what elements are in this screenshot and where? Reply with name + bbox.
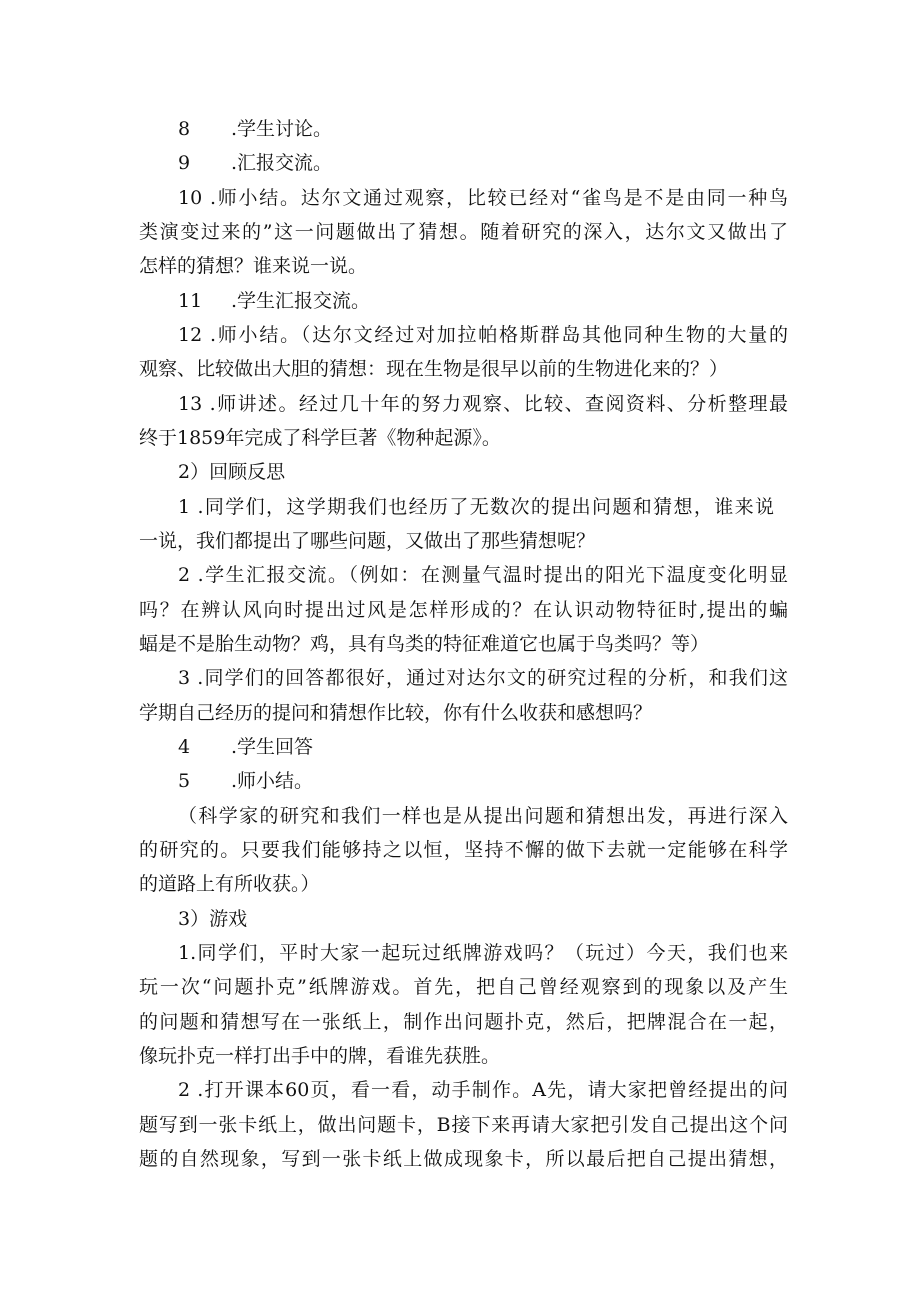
review-4-number: 4 bbox=[178, 736, 191, 758]
item-11-text: .学生汇报交流。 bbox=[231, 290, 371, 312]
game-1-line-2: 玩一次“问题扑克”纸牌游戏。首先，把自己曾经观察到的现象以及产生 bbox=[139, 976, 788, 998]
item-8-text: .学生讨论。 bbox=[231, 118, 333, 140]
review-5-number: 5 bbox=[178, 770, 191, 792]
review-3-line-2: 学期自己经历的提问和猜想作比较，你有什么收获和感想吗？ bbox=[139, 702, 653, 724]
review-5-text: .师小结。 bbox=[231, 770, 314, 792]
item-12-line-1: 12 .师小结。（达尔文经过对加拉帕格斯群岛其他同种生物的大量的 bbox=[178, 324, 788, 346]
review-2-line-2: 吗？在辨认风向时提出过风是怎样形成的？在认识动物特征时,提出的蝙 bbox=[139, 599, 788, 621]
review-1-line-1: 1 .同学们，这学期我们也经历了无数次的提出问题和猜想，谁来说 bbox=[178, 496, 774, 518]
review-4-text: .学生回答 bbox=[231, 736, 314, 758]
item-13-line-1: 13 .师讲述。经过几十年的努力观察、比较、查阅资料、分析整理最 bbox=[178, 393, 788, 415]
item-10-line-1: 10 .师小结。达尔文通过观察，比较已经对“雀鸟是不是由同一种鸟 bbox=[178, 187, 788, 209]
review-3-line-1: 3 .同学们的回答都很好，通过对达尔文的研究过程的分析，和我们这 bbox=[178, 667, 788, 689]
item-12-line-2: 观察、比较做出大胆的猜想：现在生物是很早以前的生物进化来的？） bbox=[139, 358, 729, 380]
section-heading-2: 2）回顾反思 bbox=[178, 461, 286, 483]
item-10-line-2: 类演变过来的”这一问题做出了猜想。随着研究的深入，达尔文又做出了 bbox=[139, 221, 788, 243]
summary-line-1: （科学家的研究和我们一样也是从提出问题和猜想出发，再进行深入 bbox=[178, 805, 788, 827]
game-2-line-1: 2 .打开课本60页，看一看，动手制作。A先，请大家把曾经提出的问 bbox=[178, 1079, 788, 1101]
item-11-number: 11 bbox=[178, 290, 203, 312]
game-1-line-4: 像玩扑克一样打出手中的牌，看谁先获胜。 bbox=[139, 1045, 501, 1067]
review-2-line-1: 2 .学生汇报交流。（例如：在测量气温时提出的阳光下温度变化明显 bbox=[178, 564, 788, 586]
game-1-line-1: 1.同学们，平时大家一起玩过纸牌游戏吗？（玩过）今天，我们也来 bbox=[178, 942, 788, 964]
summary-line-3: 的道路上有所收获。） bbox=[139, 873, 320, 895]
game-2-line-2: 题写到一张卡纸上，做出问题卡，B接下来再请大家把引发自己提出这个问 bbox=[139, 1114, 788, 1136]
summary-line-2: 的研究的。只要我们能够持之以恒，坚持不懈的做下去就一定能够在科学 bbox=[139, 839, 788, 861]
section-heading-3: 3）游戏 bbox=[178, 908, 248, 930]
game-1-line-3: 的问题和猜想写在一张纸上，制作出问题扑克，然后，把牌混合在一起， bbox=[139, 1011, 788, 1033]
review-2-line-3: 蝠是不是胎生动物？鸡，具有鸟类的特征难道它也属于鸟类吗？等） bbox=[139, 633, 710, 655]
game-2-line-3: 题的自然现象，写到一张卡纸上做成现象卡，所以最后把自己提出猜想， bbox=[139, 1148, 788, 1170]
item-9-number: 9 bbox=[178, 152, 191, 174]
review-1-line-2: 一说，我们都提出了哪些问题，又做出了那些猜想呢？ bbox=[139, 530, 596, 552]
item-10-line-3: 怎样的猜想？谁来说一说。 bbox=[139, 255, 368, 277]
item-13-line-2: 终于1859年完成了科学巨著《物种起源》。 bbox=[139, 427, 501, 449]
item-9-text: .汇报交流。 bbox=[231, 152, 333, 174]
item-8-number: 8 bbox=[178, 118, 191, 140]
